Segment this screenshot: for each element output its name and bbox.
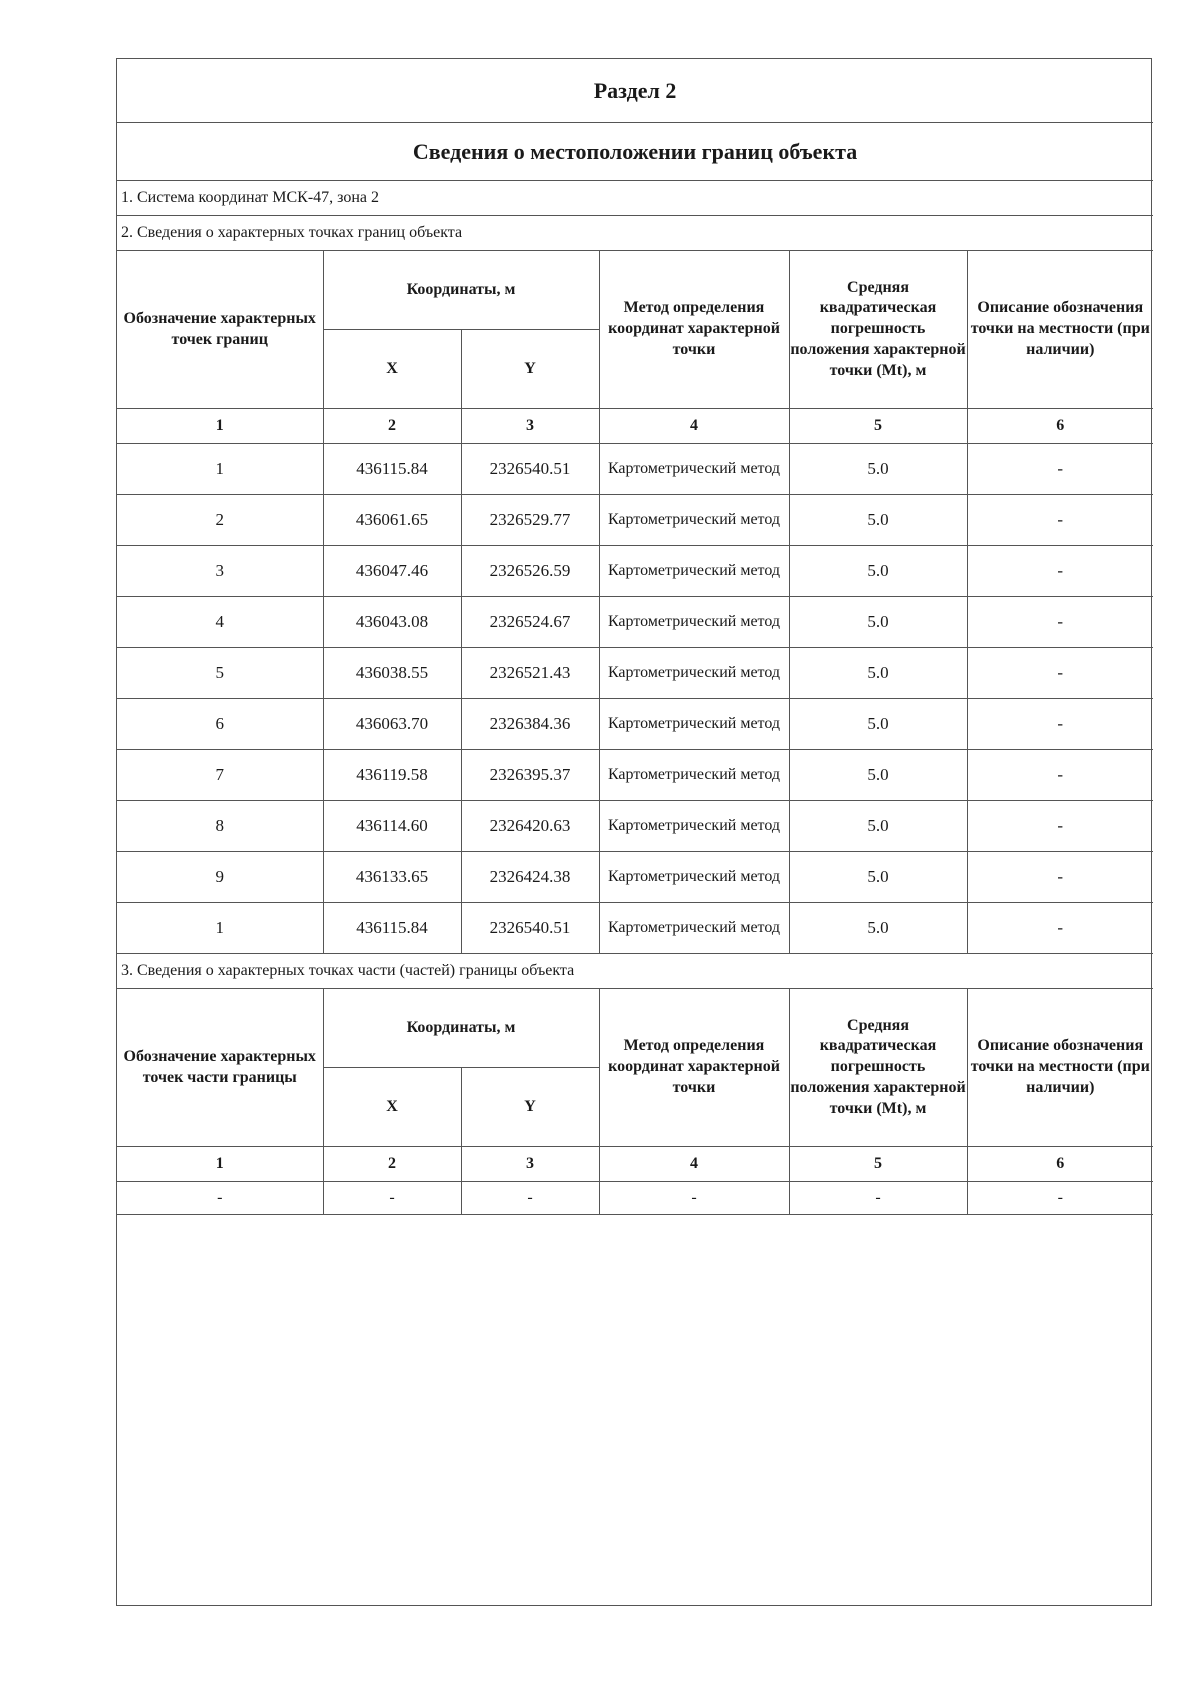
desc-cell: - bbox=[967, 903, 1153, 954]
point-cell: 9 bbox=[117, 852, 323, 903]
table1-header-coords: Координаты, м bbox=[323, 251, 599, 330]
error-cell: 5.0 bbox=[789, 546, 967, 597]
desc-cell: - bbox=[967, 495, 1153, 546]
table2-caption: 3. Сведения о характерных точках части (частей) границы объекта bbox=[117, 954, 1153, 989]
point-cell: 1 bbox=[117, 903, 323, 954]
method-cell: - bbox=[599, 1182, 789, 1215]
table2-col-number: 6 bbox=[967, 1147, 1153, 1182]
y-cell: 2326395.37 bbox=[461, 750, 599, 801]
table-row bbox=[117, 597, 1153, 648]
desc-cell: - bbox=[967, 546, 1153, 597]
table-row bbox=[117, 852, 1153, 903]
table2-header-method: Метод определения координат характерной точки bbox=[599, 989, 789, 1147]
x-cell: 436047.46 bbox=[323, 546, 461, 597]
section-subtitle: Сведения о местоположении границ объекта bbox=[117, 123, 1153, 181]
point-cell: 5 bbox=[117, 648, 323, 699]
x-cell: 436115.84 bbox=[323, 444, 461, 495]
x-cell: 436038.55 bbox=[323, 648, 461, 699]
y-cell: 2326524.67 bbox=[461, 597, 599, 648]
method-cell: Картометрический метод bbox=[599, 852, 789, 903]
error-cell: 5.0 bbox=[789, 444, 967, 495]
method-cell: Картометрический метод bbox=[599, 546, 789, 597]
table1-header-desc: Описание обозначения точки на местности (при наличии) bbox=[967, 251, 1153, 409]
x-cell: 436043.08 bbox=[323, 597, 461, 648]
point-cell: 2 bbox=[117, 495, 323, 546]
y-cell: - bbox=[461, 1182, 599, 1215]
table-row bbox=[117, 444, 1153, 495]
table2-col-number: 4 bbox=[599, 1147, 789, 1182]
y-cell: 2326526.59 bbox=[461, 546, 599, 597]
table-row bbox=[117, 903, 1153, 954]
coordinate-system-line: 1. Система координат МСК-47, зона 2 bbox=[117, 181, 1153, 216]
desc-cell: - bbox=[967, 699, 1153, 750]
table2-header-coords: Координаты, м bbox=[323, 989, 599, 1068]
table1-caption: 2. Сведения о характерных точках границ объекта bbox=[117, 216, 1153, 251]
x-cell: 436114.60 bbox=[323, 801, 461, 852]
desc-cell: - bbox=[967, 1182, 1153, 1215]
y-cell: 2326424.38 bbox=[461, 852, 599, 903]
x-cell: 436063.70 bbox=[323, 699, 461, 750]
table-row bbox=[117, 801, 1153, 852]
desc-cell: - bbox=[967, 852, 1153, 903]
point-cell: 8 bbox=[117, 801, 323, 852]
section-title: Раздел 2 bbox=[117, 59, 1153, 123]
point-cell: - bbox=[117, 1182, 323, 1215]
desc-cell: - bbox=[967, 750, 1153, 801]
table1-col-number: 6 bbox=[967, 409, 1153, 444]
y-cell: 2326384.36 bbox=[461, 699, 599, 750]
table1-header-x: X bbox=[323, 330, 461, 409]
table1-col-number: 3 bbox=[461, 409, 599, 444]
error-cell: 5.0 bbox=[789, 801, 967, 852]
table1-col-number: 4 bbox=[599, 409, 789, 444]
table-row bbox=[117, 750, 1153, 801]
y-cell: 2326540.51 bbox=[461, 903, 599, 954]
table2-col-number: 2 bbox=[323, 1147, 461, 1182]
table2-col-number: 1 bbox=[117, 1147, 323, 1182]
error-cell: 5.0 bbox=[789, 903, 967, 954]
table2-col-number: 3 bbox=[461, 1147, 599, 1182]
point-cell: 7 bbox=[117, 750, 323, 801]
error-cell: 5.0 bbox=[789, 597, 967, 648]
table2-header-desc: Описание обозначения точки на местности (при наличии) bbox=[967, 989, 1153, 1147]
y-cell: 2326529.77 bbox=[461, 495, 599, 546]
table2-col-number: 5 bbox=[789, 1147, 967, 1182]
method-cell: Картометрический метод bbox=[599, 801, 789, 852]
x-cell: 436061.65 bbox=[323, 495, 461, 546]
desc-cell: - bbox=[967, 444, 1153, 495]
error-cell: 5.0 bbox=[789, 750, 967, 801]
error-cell: 5.0 bbox=[789, 495, 967, 546]
y-cell: 2326521.43 bbox=[461, 648, 599, 699]
table1-col-number: 1 bbox=[117, 409, 323, 444]
x-cell: 436115.84 bbox=[323, 903, 461, 954]
method-cell: Картометрический метод bbox=[599, 597, 789, 648]
table2-header-point: Обозначение характерных точек части границы bbox=[117, 989, 323, 1147]
table1-header-point: Обозначение характерных точек границ bbox=[117, 251, 323, 409]
table1-col-number: 5 bbox=[789, 409, 967, 444]
y-cell: 2326540.51 bbox=[461, 444, 599, 495]
method-cell: Картометрический метод bbox=[599, 648, 789, 699]
document-page bbox=[116, 58, 1152, 1606]
error-cell: 5.0 bbox=[789, 852, 967, 903]
error-cell: 5.0 bbox=[789, 648, 967, 699]
document-table bbox=[117, 59, 1153, 1215]
table1-header-error: Средняя квадратическая погрешность положения характерной точки (Mt), м bbox=[789, 251, 967, 409]
point-cell: 4 bbox=[117, 597, 323, 648]
error-cell: 5.0 bbox=[789, 699, 967, 750]
table2-header-error: Средняя квадратическая погрешность положения характерной точки (Mt), м bbox=[789, 989, 967, 1147]
table1-col-number: 2 bbox=[323, 409, 461, 444]
error-cell: - bbox=[789, 1182, 967, 1215]
point-cell: 1 bbox=[117, 444, 323, 495]
x-cell: 436133.65 bbox=[323, 852, 461, 903]
table-row bbox=[117, 648, 1153, 699]
x-cell: 436119.58 bbox=[323, 750, 461, 801]
table-row bbox=[117, 699, 1153, 750]
table2-header-y: Y bbox=[461, 1068, 599, 1147]
table2-header-x: X bbox=[323, 1068, 461, 1147]
table-row bbox=[117, 1182, 1153, 1215]
method-cell: Картометрический метод bbox=[599, 699, 789, 750]
method-cell: Картометрический метод bbox=[599, 750, 789, 801]
desc-cell: - bbox=[967, 801, 1153, 852]
method-cell: Картометрический метод bbox=[599, 903, 789, 954]
y-cell: 2326420.63 bbox=[461, 801, 599, 852]
table-row bbox=[117, 495, 1153, 546]
desc-cell: - bbox=[967, 648, 1153, 699]
method-cell: Картометрический метод bbox=[599, 444, 789, 495]
point-cell: 3 bbox=[117, 546, 323, 597]
point-cell: 6 bbox=[117, 699, 323, 750]
method-cell: Картометрический метод bbox=[599, 495, 789, 546]
x-cell: - bbox=[323, 1182, 461, 1215]
table1-header-y: Y bbox=[461, 330, 599, 409]
table-row bbox=[117, 546, 1153, 597]
table1-header-method: Метод определения координат характерной точки bbox=[599, 251, 789, 409]
desc-cell: - bbox=[967, 597, 1153, 648]
